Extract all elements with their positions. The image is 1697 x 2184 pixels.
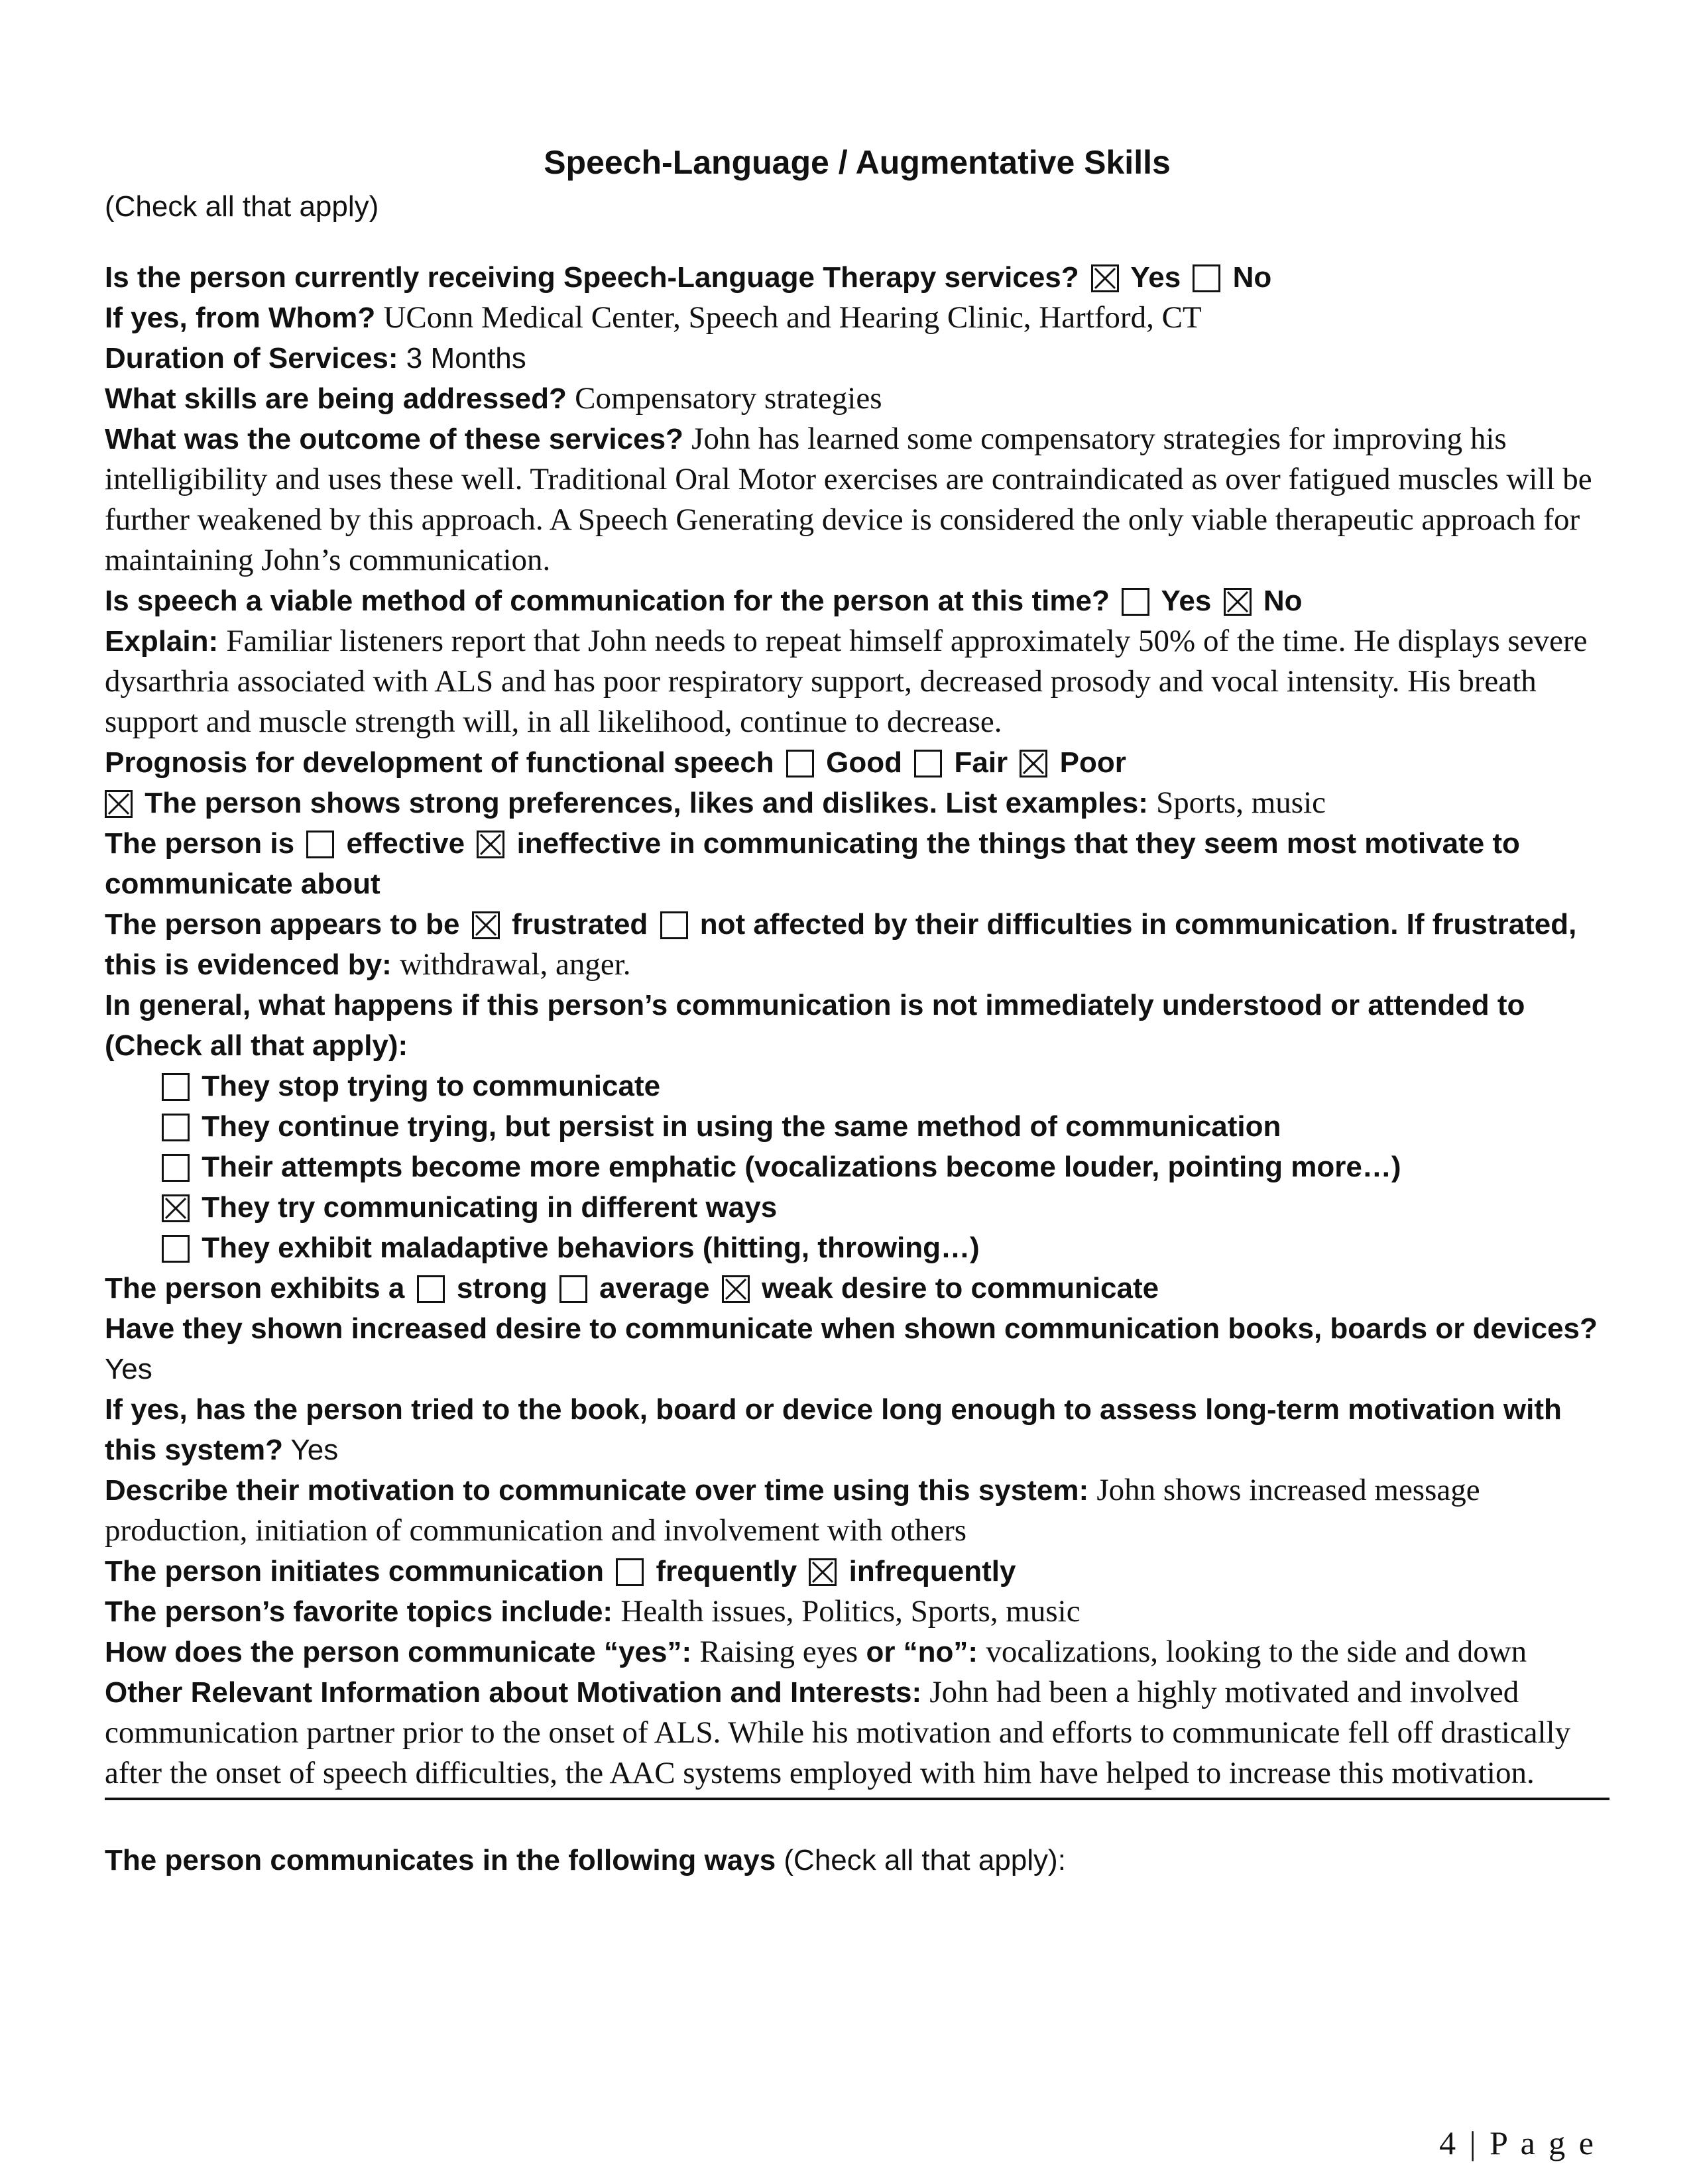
x-mark-icon bbox=[1226, 590, 1250, 614]
option-infrequently-label: infrequently bbox=[848, 1555, 1016, 1587]
subtitle: (Check all that apply) bbox=[105, 190, 379, 223]
q-not-understood-label: In general, what happens if this person’s communication is not immediately understood or attended to (Check all that apply): bbox=[105, 989, 1525, 1062]
q-frustrated bbox=[105, 904, 1609, 985]
option-effective-label: effective bbox=[346, 827, 465, 860]
q-desire bbox=[105, 1268, 1609, 1308]
option-label: They continue trying, but persist in using the same method of communication bbox=[202, 1110, 1281, 1143]
q-speech-viable bbox=[105, 581, 1609, 621]
q-long-term bbox=[105, 1389, 1609, 1470]
q-outcome-value: John has learned some compensatory strategies for improving his intelligibility and uses these well. Traditional Oral Motor exercises are contraindicated as over fatigued muscles will be further weakened by this approach. A Speech Generating device is considered the only viable therapeutic approach for maintaining John’s communication. bbox=[105, 422, 1592, 577]
q-long-term-value: Yes bbox=[290, 1434, 339, 1466]
option-weak-label: weak desire to communicate bbox=[762, 1272, 1159, 1304]
x-mark-icon bbox=[1022, 752, 1045, 776]
q-communicates-ways-suffix: (Check all that apply): bbox=[784, 1844, 1066, 1876]
checkbox-prognosis-fair[interactable] bbox=[914, 750, 942, 777]
checkbox-desire-average[interactable] bbox=[559, 1275, 587, 1303]
option-no-label: No bbox=[1263, 585, 1303, 617]
option-label: They exhibit maladaptive behaviors (hitting, throwing…) bbox=[202, 1232, 980, 1264]
list-item bbox=[158, 1228, 1609, 1268]
checkbox-option-maladaptive[interactable] bbox=[162, 1235, 190, 1263]
q-communicates-ways bbox=[105, 1840, 1609, 1880]
q-preferences bbox=[105, 783, 1609, 823]
option-average-label: average bbox=[599, 1272, 710, 1304]
checkbox-prognosis-good[interactable] bbox=[786, 750, 814, 777]
option-label: They try communicating in different ways bbox=[202, 1191, 778, 1224]
q-favorite-topics bbox=[105, 1591, 1609, 1632]
q-desire-prefix: The person exhibits a bbox=[105, 1272, 405, 1304]
q-effective bbox=[105, 823, 1609, 904]
x-mark-icon bbox=[164, 1196, 188, 1220]
q-communicates-ways-label: The person communicates in the following ways bbox=[105, 1844, 776, 1876]
q-yes-no bbox=[105, 1632, 1609, 1672]
q-frustrated-value: withdrawal, anger. bbox=[400, 947, 631, 982]
option-not-affected-label: not affected by their difficulties in communication. If frustrated, this is evidenced by: bbox=[105, 908, 1577, 981]
q-from-whom-label: If yes, from Whom? bbox=[105, 302, 376, 334]
list-item bbox=[158, 1187, 1609, 1228]
x-mark-icon bbox=[479, 833, 502, 856]
checkbox-frustrated[interactable] bbox=[472, 911, 500, 939]
q-initiates bbox=[105, 1551, 1609, 1591]
q-not-understood-options bbox=[105, 1066, 1609, 1268]
checkbox-initiates-infrequently[interactable] bbox=[809, 1558, 837, 1586]
q-skills-value: Compensatory strategies bbox=[575, 381, 882, 416]
q-other-info-value: John had been a highly motivated and involved communication partner prior to the onset of ALS. While his motivation and efforts to communicate fell off drastically after the onset of speech difficulties, the AAC systems employed with him have helped to increase this motivation. bbox=[105, 1675, 1571, 1790]
q-motivation-over-time-value: John shows increased message production, initiation of communication and involvement with others bbox=[105, 1473, 1480, 1548]
q-other-info bbox=[105, 1672, 1609, 1794]
q-skills-label: What skills are being addressed? bbox=[105, 382, 567, 415]
option-frequently-label: frequently bbox=[656, 1555, 797, 1587]
checkbox-therapy-no[interactable] bbox=[1193, 264, 1220, 292]
checkbox-ineffective[interactable] bbox=[477, 831, 504, 858]
q-from-whom bbox=[105, 298, 1609, 338]
page-title: Speech-Language / Augmentative Skills bbox=[544, 144, 1171, 181]
checkbox-desire-strong[interactable] bbox=[417, 1275, 445, 1303]
checkbox-preferences[interactable] bbox=[105, 790, 133, 818]
checkbox-option-stop[interactable] bbox=[162, 1073, 190, 1101]
form-body bbox=[105, 139, 1609, 1880]
checkbox-viable-no[interactable] bbox=[1224, 588, 1252, 616]
checkbox-option-persist[interactable] bbox=[162, 1114, 190, 1141]
option-yes-label: Yes bbox=[1130, 261, 1181, 294]
q-long-term-label: If yes, has the person tried to the book, board or device long enough to assess long-term motivation with this system? bbox=[105, 1393, 1562, 1466]
q-motivation-over-time-label: Describe their motivation to communicate over time using this system: bbox=[105, 1474, 1089, 1507]
option-no-label: No bbox=[1232, 261, 1272, 294]
q-outcome-label: What was the outcome of these services? bbox=[105, 423, 683, 455]
q-explain bbox=[105, 621, 1609, 742]
q-preferences-label: The person shows strong preferences, likes and dislikes. List examples: bbox=[145, 787, 1148, 819]
checkbox-viable-yes[interactable] bbox=[1122, 588, 1149, 616]
q-duration-label: Duration of Services: bbox=[105, 342, 398, 374]
q-no-value: vocalizations, looking to the side and down bbox=[986, 1635, 1527, 1669]
list-item bbox=[158, 1147, 1609, 1187]
checkbox-therapy-yes[interactable] bbox=[1091, 264, 1119, 292]
q-receiving-therapy bbox=[105, 257, 1609, 298]
x-mark-icon bbox=[107, 792, 131, 816]
list-item bbox=[158, 1066, 1609, 1106]
spacer bbox=[105, 1800, 1609, 1840]
option-poor-label: Poor bbox=[1059, 746, 1126, 779]
q-other-info-label: Other Relevant Information about Motivation and Interests: bbox=[105, 1676, 922, 1709]
checkbox-effective[interactable] bbox=[306, 831, 334, 858]
q-favorite-topics-label: The person’s favorite topics include: bbox=[105, 1595, 613, 1628]
q-preferences-value: Sports, music bbox=[1156, 785, 1326, 820]
q-receiving-therapy-label: Is the person currently receiving Speech-Language Therapy services? bbox=[105, 261, 1079, 294]
x-mark-icon bbox=[474, 913, 498, 937]
q-explain-label: Explain: bbox=[105, 625, 219, 658]
q-favorite-topics-value: Health issues, Politics, Sports, music bbox=[620, 1594, 1081, 1629]
x-mark-icon bbox=[811, 1560, 835, 1584]
page-number: 4 | P a g e bbox=[1439, 2124, 1596, 2161]
q-speech-viable-label: Is speech a viable method of communication for the person at this time? bbox=[105, 585, 1110, 617]
checkbox-initiates-frequently[interactable] bbox=[616, 1558, 644, 1586]
q-frustrated-prefix: The person appears to be bbox=[105, 908, 460, 941]
q-outcome bbox=[105, 419, 1609, 581]
q-skills bbox=[105, 378, 1609, 419]
q-no-label: or “no”: bbox=[866, 1636, 978, 1668]
x-mark-icon bbox=[1093, 266, 1117, 290]
checkbox-desire-weak[interactable] bbox=[722, 1275, 750, 1303]
q-from-whom-value: UConn Medical Center, Speech and Hearing Clinic, Hartford, CT bbox=[383, 300, 1202, 335]
q-increased-desire-label: Have they shown increased desire to communicate when shown communication books, boards or devices? bbox=[105, 1312, 1598, 1345]
q-yes-value: Raising eyes bbox=[699, 1635, 858, 1669]
q-motivation-over-time bbox=[105, 1470, 1609, 1551]
q-prognosis bbox=[105, 742, 1609, 783]
checkbox-option-emphatic[interactable] bbox=[162, 1154, 190, 1182]
q-effective-prefix: The person is bbox=[105, 827, 295, 860]
option-ineffective-label: ineffective in communicating the things that they seem most motivate to communicate about bbox=[105, 827, 1520, 900]
checkbox-option-different-ways[interactable] bbox=[162, 1194, 190, 1222]
option-yes-label: Yes bbox=[1161, 585, 1212, 617]
option-good-label: Good bbox=[826, 746, 903, 779]
q-yes-label: How does the person communicate “yes”: bbox=[105, 1636, 692, 1668]
option-label: Their attempts become more emphatic (vocalizations become louder, pointing more…) bbox=[202, 1151, 1401, 1183]
q-initiates-prefix: The person initiates communication bbox=[105, 1555, 605, 1587]
option-fair-label: Fair bbox=[954, 746, 1008, 779]
q-increased-desire-value: Yes bbox=[105, 1353, 152, 1385]
x-mark-icon bbox=[724, 1277, 748, 1301]
q-duration bbox=[105, 338, 1609, 378]
checkbox-not-affected[interactable] bbox=[660, 911, 688, 939]
q-duration-value: 3 Months bbox=[406, 342, 526, 374]
option-frustrated-label: frustrated bbox=[511, 908, 648, 941]
q-explain-value: Familiar listeners report that John needs to repeat himself approximately 50% of the time. He displays severe dysarthria associated with ALS and has poor respiratory support, decreased prosody and vocal intensity. His breath support and muscle strength will, in all likelihood, continue to decrease. bbox=[105, 624, 1588, 739]
list-item bbox=[158, 1106, 1609, 1147]
option-strong-label: strong bbox=[456, 1272, 548, 1304]
option-label: They stop trying to communicate bbox=[202, 1070, 661, 1102]
checkbox-prognosis-poor[interactable] bbox=[1020, 750, 1047, 777]
q-increased-desire bbox=[105, 1308, 1609, 1389]
q-prognosis-label: Prognosis for development of functional speech bbox=[105, 746, 774, 779]
